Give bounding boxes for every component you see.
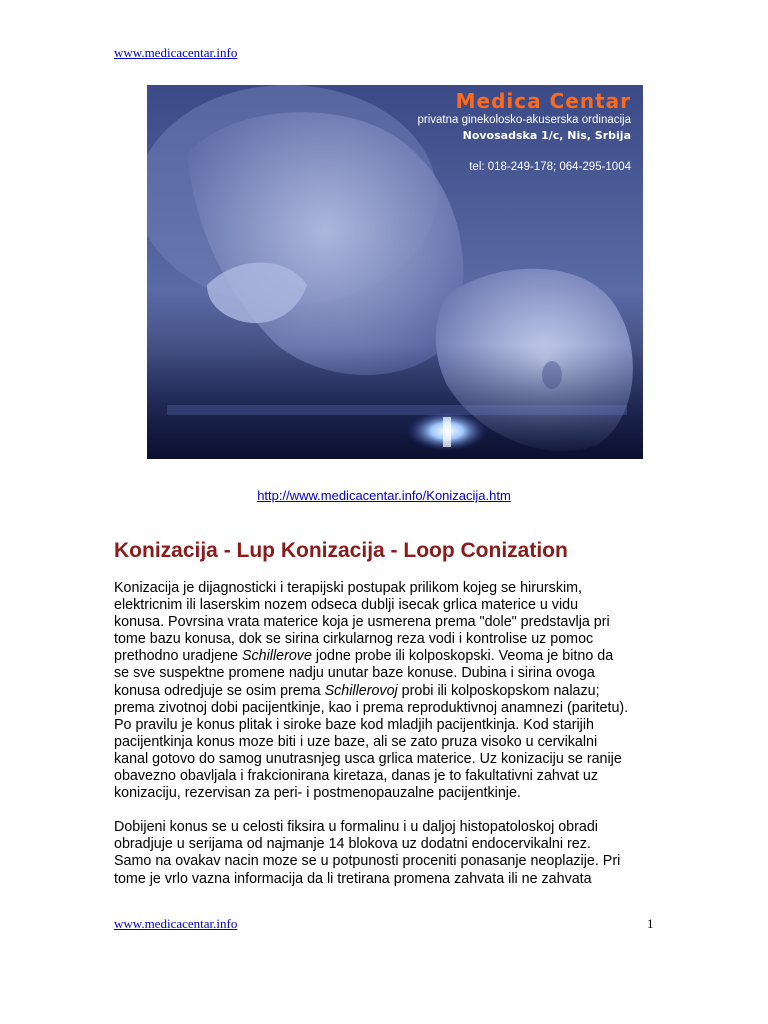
text-line xyxy=(114,819,654,836)
medica-centar-banner xyxy=(147,85,643,459)
italic-text: Schillerove xyxy=(241,648,312,665)
text-line xyxy=(114,871,654,888)
text-line xyxy=(114,614,654,631)
text-segment: tome je vrlo vazna informacija da li tretirana promena zahvata ili ne zahvata xyxy=(114,870,592,887)
text-line xyxy=(114,768,654,785)
text-line xyxy=(114,648,654,665)
text-segment: se sve suspektne promene nadju unutar baze konuse. Dubina i sirina ovoga xyxy=(114,665,595,682)
text-segment: pacijentkinja konus moze biti i uze baze, ali se zato pruza visoko u cervikalni xyxy=(114,733,598,750)
text-segment: prema zivotnoj dobi pacijentkinje, kao i prema reproduktivnoj anamnezi (paritetu). xyxy=(114,699,629,716)
text-line xyxy=(114,597,654,614)
text-line xyxy=(114,717,654,734)
footer-link[interactable]: www.medicacentar.info xyxy=(114,916,238,931)
text-line xyxy=(114,580,654,597)
brand-address: Novosadska 1/c, Nis, Srbija xyxy=(462,129,631,142)
text-segment: konusa odredjuje se osim prema xyxy=(114,682,325,699)
source-url-link[interactable]: http://www.medicacentar.info/Konizacija.htm xyxy=(257,488,511,503)
banner-text xyxy=(417,89,631,175)
text-segment: probi ili kolposkopskom nalazu; xyxy=(397,682,600,699)
text-segment: jodne probe ili kolposkopski. Veoma je bitno da xyxy=(311,648,614,665)
text-segment: kanal gotovo do samog unutrasnjeg usca grlica materice. Uz konizaciju se ranije xyxy=(114,750,622,767)
header-link[interactable]: www.medicacentar.info xyxy=(114,45,238,60)
text-segment: konizaciju, rezervisan za peri- i postmenopauzalne pacijentkinje. xyxy=(114,785,521,802)
text-line xyxy=(114,853,654,870)
italic-text: Schillerovoj xyxy=(324,682,398,699)
text-segment: Dobijeni konus se u celosti fiksira u formalinu i u daljoj histopatoloskoj obradi xyxy=(114,819,598,836)
text-segment: konusa. Povrsina vrata materice koja je usmerena prema "dole" predstavlja pri xyxy=(114,614,610,631)
text-line xyxy=(114,683,654,700)
paragraph-1 xyxy=(114,580,654,802)
text-line xyxy=(114,836,654,853)
page-number: 1 xyxy=(647,916,654,931)
brand-name: Medica Centar xyxy=(455,89,631,113)
text-line xyxy=(114,751,654,768)
text-line xyxy=(114,734,654,751)
paragraph-2 xyxy=(114,819,654,887)
text-line xyxy=(114,631,654,648)
text-segment: Samo na ovakav nacin moze se u potpunosti proceniti ponasanje neoplazije. Pri xyxy=(114,853,621,870)
text-segment: elektricnim ili laserskim nozem odseca dublji isecak grlica materice u vidu xyxy=(114,597,579,614)
brand-phone: tel: 018-249-178; 064-295-1004 xyxy=(469,161,631,173)
text-segment: obavezno obavljala i frakcionirana kiretaza, danas je to fakultativni zahvat uz xyxy=(114,768,598,785)
text-segment: prethodno uradjene xyxy=(114,648,242,665)
brand-subtitle: privatna ginekolosko-akuserska ordinacija xyxy=(417,114,631,126)
page-title: Konizacija - Lup Konizacija - Loop Conization xyxy=(114,539,568,562)
text-segment: Po pravilu je konus plitak i siroke baze kod mladjih pacijentkinja. Kod starijih xyxy=(114,716,594,733)
text-segment: obradjuje u serijama od najmanje 14 blokova uz dodatni endocervikalni rez. xyxy=(114,836,591,853)
text-segment: Konizacija je dijagnosticki i terapijski postupak prilikom kojeg se hirurskim, xyxy=(114,580,583,596)
text-line xyxy=(114,785,654,802)
article-body xyxy=(114,580,654,888)
text-segment: tome bazu konusa, dok se sirina cirkularnog reza vodi i kontrolise uz pomoc xyxy=(114,631,594,648)
text-line xyxy=(114,700,654,717)
text-line xyxy=(114,665,654,682)
